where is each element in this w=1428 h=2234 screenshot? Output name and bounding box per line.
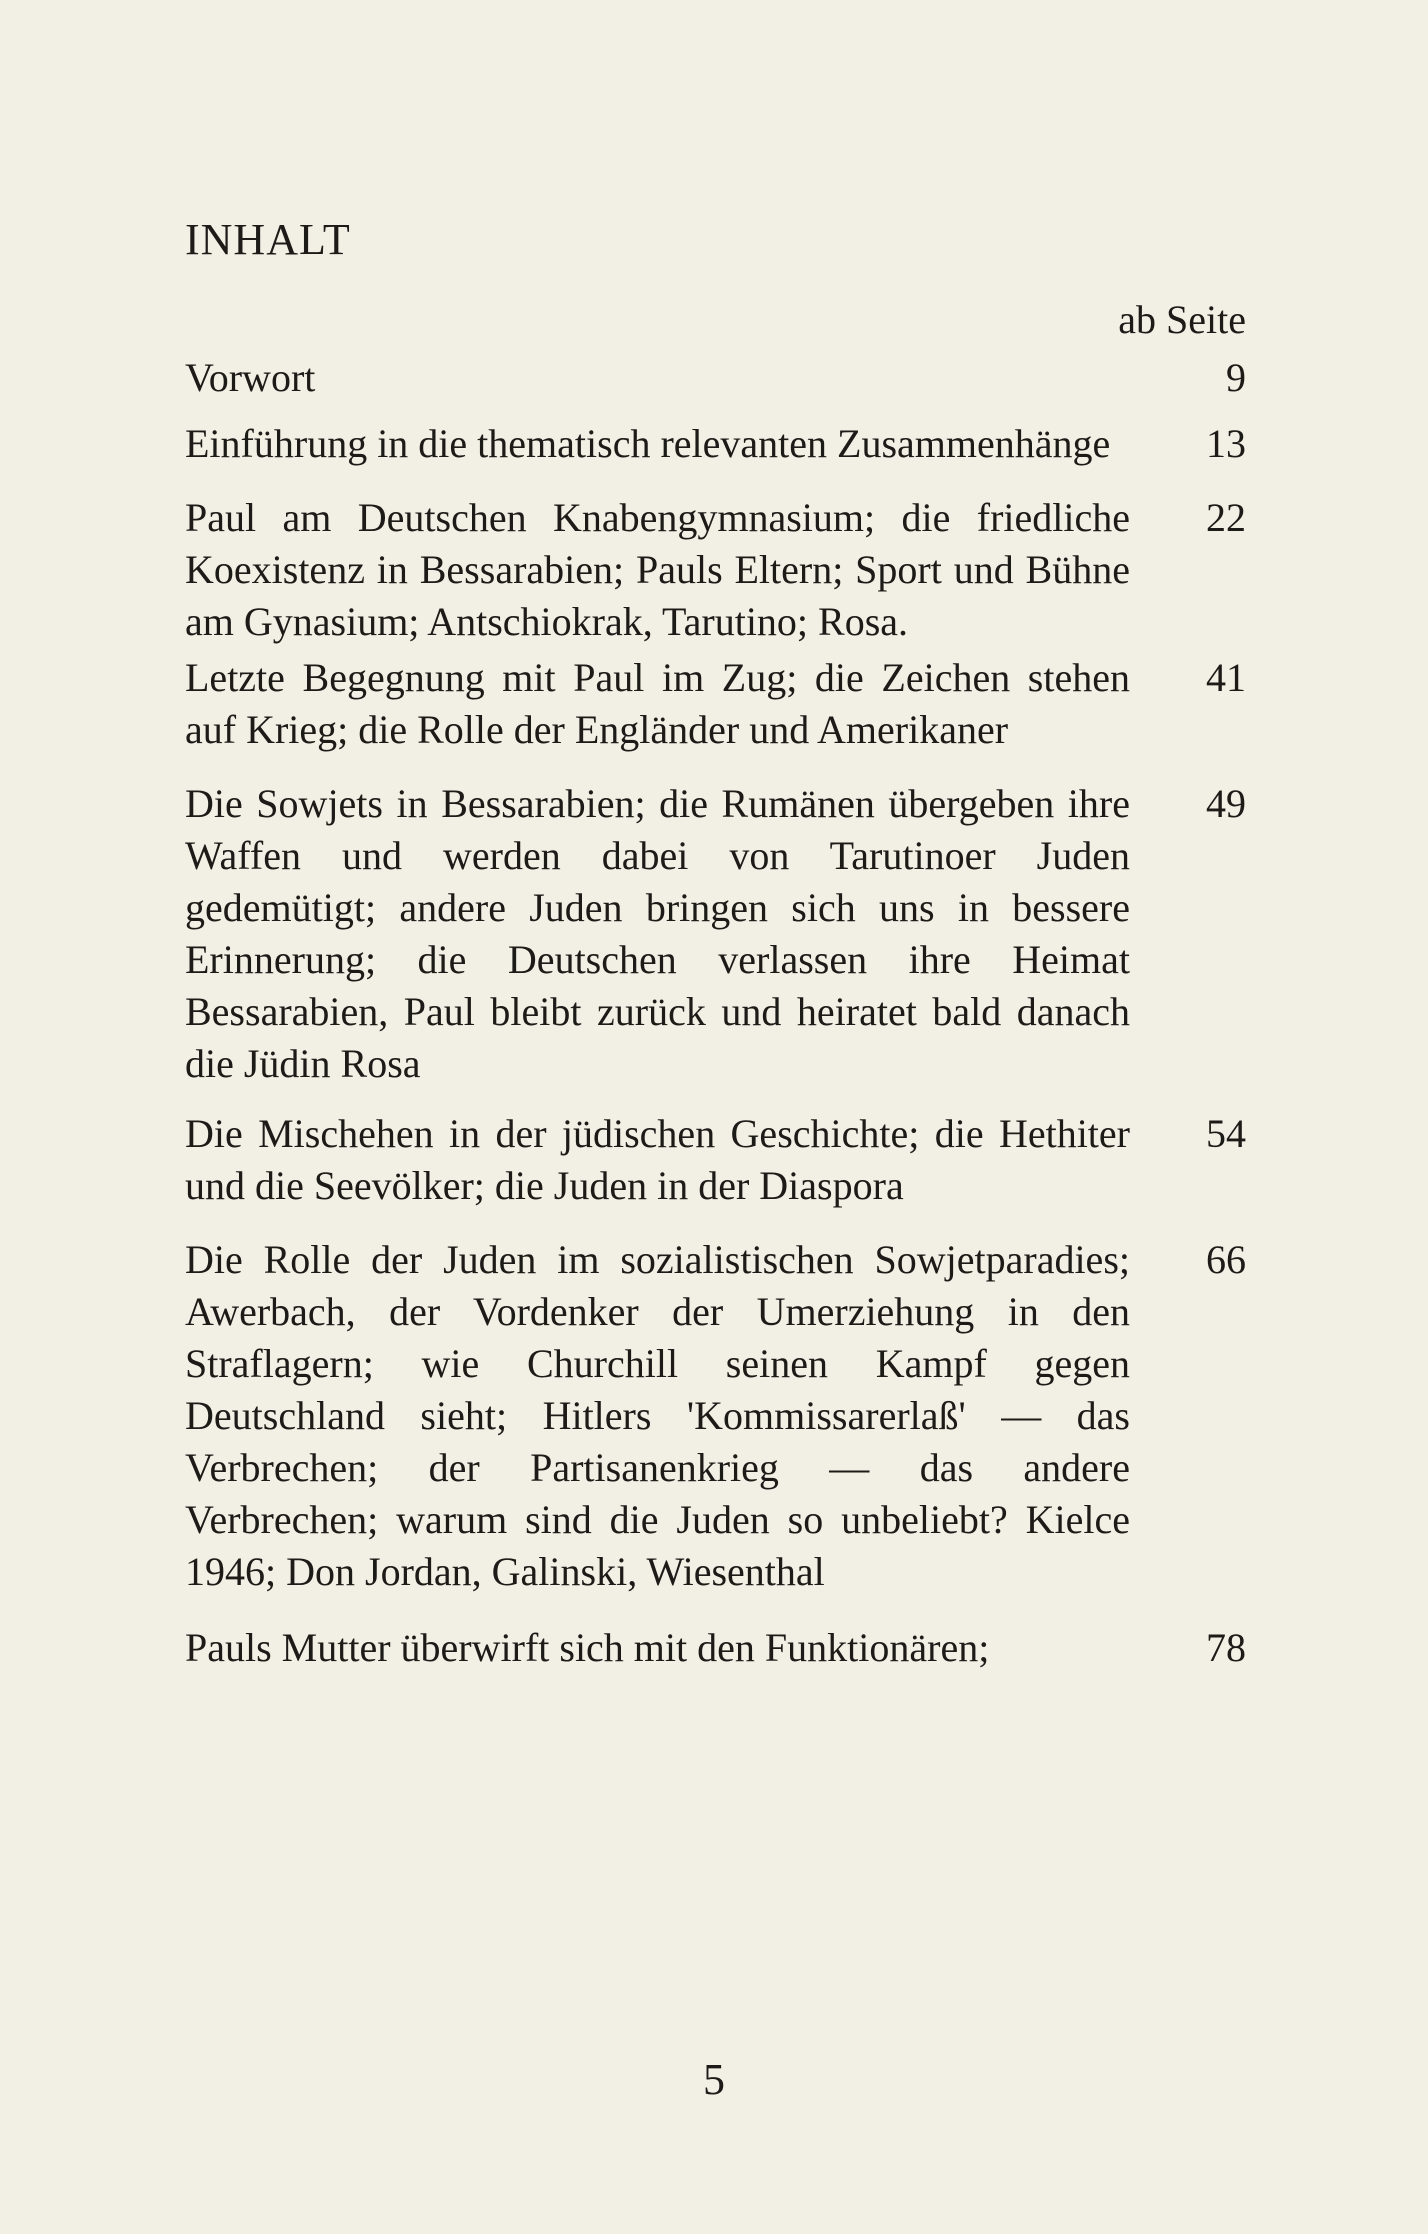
toc-entry-page: 78	[1206, 1625, 1246, 1670]
toc-entry	[185, 1622, 1246, 1674]
table-of-contents	[185, 352, 1246, 1674]
toc-entry-title: Pauls Mutter überwirft sich mit den Funktionären;	[185, 1625, 990, 1670]
toc-entry	[185, 418, 1246, 470]
toc-entry	[185, 778, 1246, 1090]
toc-entry	[185, 1234, 1246, 1598]
toc-entry	[185, 492, 1246, 648]
toc-entry-page: 22	[1206, 495, 1246, 540]
toc-entry	[185, 352, 1246, 404]
toc-entry-page: 49	[1206, 781, 1246, 826]
page-number: 5	[703, 2055, 725, 2104]
toc-entry-page: 9	[1226, 355, 1246, 400]
toc-entry-title: Die Rolle der Juden im sozialistischen Sowjetparadies; Awerbach, der Vordenker der Umerziehung in den Straflagern; wie Churchill seinen Kampf gegen Deutschland sieht; Hitlers 'Kommissarerlaß' — das Verbrechen; der Partisanenkrieg — das andere Verbrechen; warum sind die Juden so unbeliebt? Kielce 1946; Don Jordan, Galinski, Wiesenthal	[185, 1237, 1130, 1594]
toc-entry-title: Die Mischehen in der jüdischen Geschichte; die Hethiter und die Seevölker; die Juden in der Diaspora	[185, 1111, 1130, 1208]
toc-entry-page: 13	[1206, 421, 1246, 466]
toc-entry	[185, 652, 1246, 756]
toc-entry-page: 41	[1206, 655, 1246, 700]
toc-entry-title: Vorwort	[185, 355, 316, 400]
toc-entry-title: Paul am Deutschen Knabengymnasium; die friedliche Koexistenz in Bessarabien; Pauls Eltern; Sport und Bühne am Gynasium; Antschiokrak, Tarutino; Rosa.	[185, 495, 1130, 644]
toc-entry	[185, 1108, 1246, 1212]
toc-entry-title: Einführung in die thematisch relevanten Zusammenhänge	[185, 421, 1111, 466]
toc-entry-page: 54	[1206, 1111, 1246, 1156]
toc-heading: INHALT	[185, 215, 351, 264]
toc-entry-page: 66	[1206, 1237, 1246, 1282]
toc-entry-title: Letzte Begegnung mit Paul im Zug; die Zeichen stehen auf Krieg; die Rolle der Engländer und Amerikaner	[185, 655, 1130, 752]
toc-entry-title: Die Sowjets in Bessarabien; die Rumänen übergeben ihre Waffen und werden dabei von Tarutinoer Juden gedemütigt; andere Juden bringen sich uns in bessere Erinnerung; die Deutschen verlassen ihre Heimat Bessarabien, Paul bleibt zurück und heiratet bald danach die Jüdin Rosa	[185, 781, 1130, 1086]
page-column-label: ab Seite	[1118, 297, 1246, 342]
